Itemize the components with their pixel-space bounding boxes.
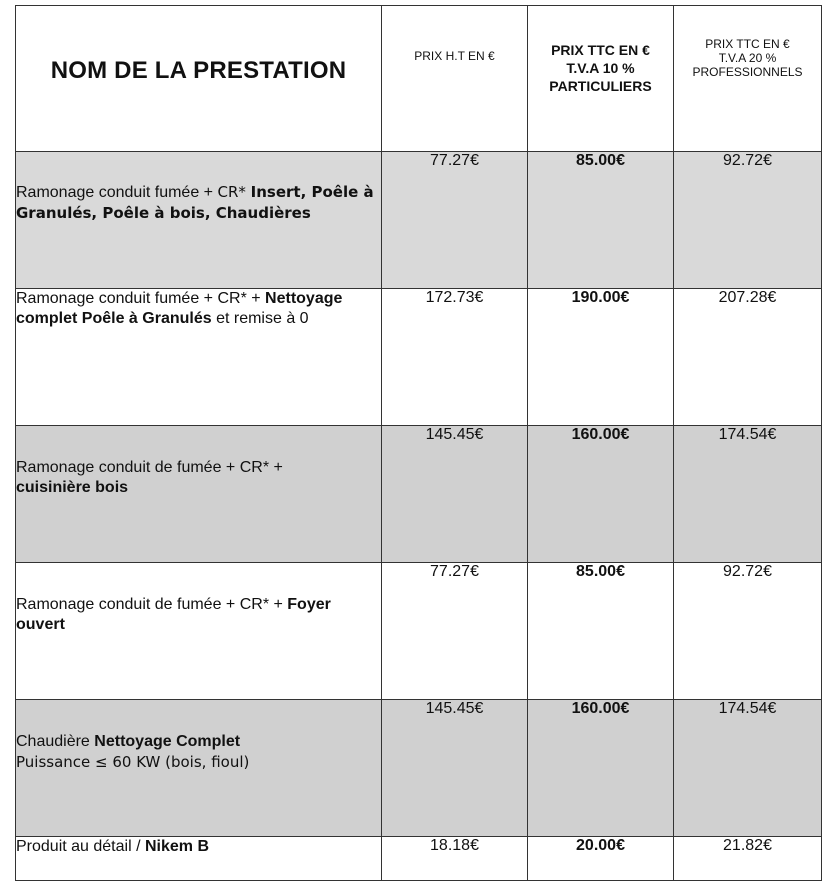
price-ht: 77.27€ xyxy=(382,563,528,700)
header-particuliers-line2: T.V.A 10 % xyxy=(566,59,635,76)
price-professionnels: 174.54€ xyxy=(674,700,822,837)
header-professionnels-line2: T.V.A 20 % xyxy=(718,50,777,65)
desc-text: CR* xyxy=(217,183,251,201)
service-description xyxy=(16,837,382,881)
price-particuliers: 85.00€ xyxy=(528,563,674,700)
price-professionnels: 21.82€ xyxy=(674,837,822,881)
header-professionnels-cell xyxy=(674,6,822,152)
desc-text: Ramonage conduit fumée + CR* + xyxy=(16,290,266,307)
price-professionnels: 92.72€ xyxy=(674,152,822,289)
desc-bold: Insert, Poêle à Granulés, Poêle à bois, Chaudières xyxy=(16,183,374,222)
header-professionnels-line3: PROFESSIONNELS xyxy=(692,64,803,79)
price-ht: 145.45€ xyxy=(382,426,528,563)
table-row xyxy=(16,700,822,837)
header-ht-cell xyxy=(382,6,528,152)
desc-text: et remise à 0 xyxy=(211,310,309,327)
table-row xyxy=(16,152,822,289)
price-particuliers: 20.00€ xyxy=(528,837,674,881)
desc-text: Puissance ≤ 60 KW (bois, fioul) xyxy=(16,753,250,771)
price-particuliers: 190.00€ xyxy=(528,289,674,426)
desc-text: Ramonage conduit fumée + xyxy=(16,184,218,201)
price-professionnels: 207.28€ xyxy=(674,289,822,426)
price-ht: 145.45€ xyxy=(382,700,528,837)
desc-text: Ramonage conduit de fumée + CR* + xyxy=(16,459,283,476)
header-particuliers-line3: PARTICULIERS xyxy=(549,77,652,94)
service-description xyxy=(16,700,382,837)
desc-text: Chaudière xyxy=(16,733,95,750)
table-row xyxy=(16,289,822,426)
service-description xyxy=(16,152,382,289)
service-description xyxy=(16,426,382,563)
price-table xyxy=(15,5,822,881)
table-header-row xyxy=(16,6,822,152)
price-ht: 77.27€ xyxy=(382,152,528,289)
desc-text: Ramonage conduit de fumée + CR* + xyxy=(16,596,288,613)
price-professionnels: 174.54€ xyxy=(674,426,822,563)
desc-bold: Nettoyage Complet xyxy=(94,733,241,750)
desc-bold: Nikem B xyxy=(144,838,209,855)
header-professionnels-line1: PRIX TTC EN € xyxy=(705,36,790,51)
header-particuliers-line1: PRIX TTC EN € xyxy=(551,41,650,58)
price-particuliers: 160.00€ xyxy=(528,426,674,563)
price-particuliers: 85.00€ xyxy=(528,152,674,289)
desc-text: Produit au détail / xyxy=(16,838,145,855)
table-row xyxy=(16,563,822,700)
table-row xyxy=(16,837,822,881)
desc-bold: cuisinière bois xyxy=(16,479,129,496)
price-particuliers: 160.00€ xyxy=(528,700,674,837)
desc-bold: Nettoyage complet Poêle à Granulés xyxy=(16,290,343,327)
price-ht: 172.73€ xyxy=(382,289,528,426)
desc-bold: Foyer ouvert xyxy=(16,596,331,633)
price-ht: 18.18€ xyxy=(382,837,528,881)
header-particuliers-cell xyxy=(528,6,674,152)
header-name-cell xyxy=(16,6,382,152)
service-description xyxy=(16,563,382,700)
header-ht: PRIX H.T EN € xyxy=(414,48,495,63)
table-row xyxy=(16,426,822,563)
price-professionnels: 92.72€ xyxy=(674,563,822,700)
header-name: NOM DE LA PRESTATION xyxy=(50,56,347,84)
service-description xyxy=(16,289,382,426)
